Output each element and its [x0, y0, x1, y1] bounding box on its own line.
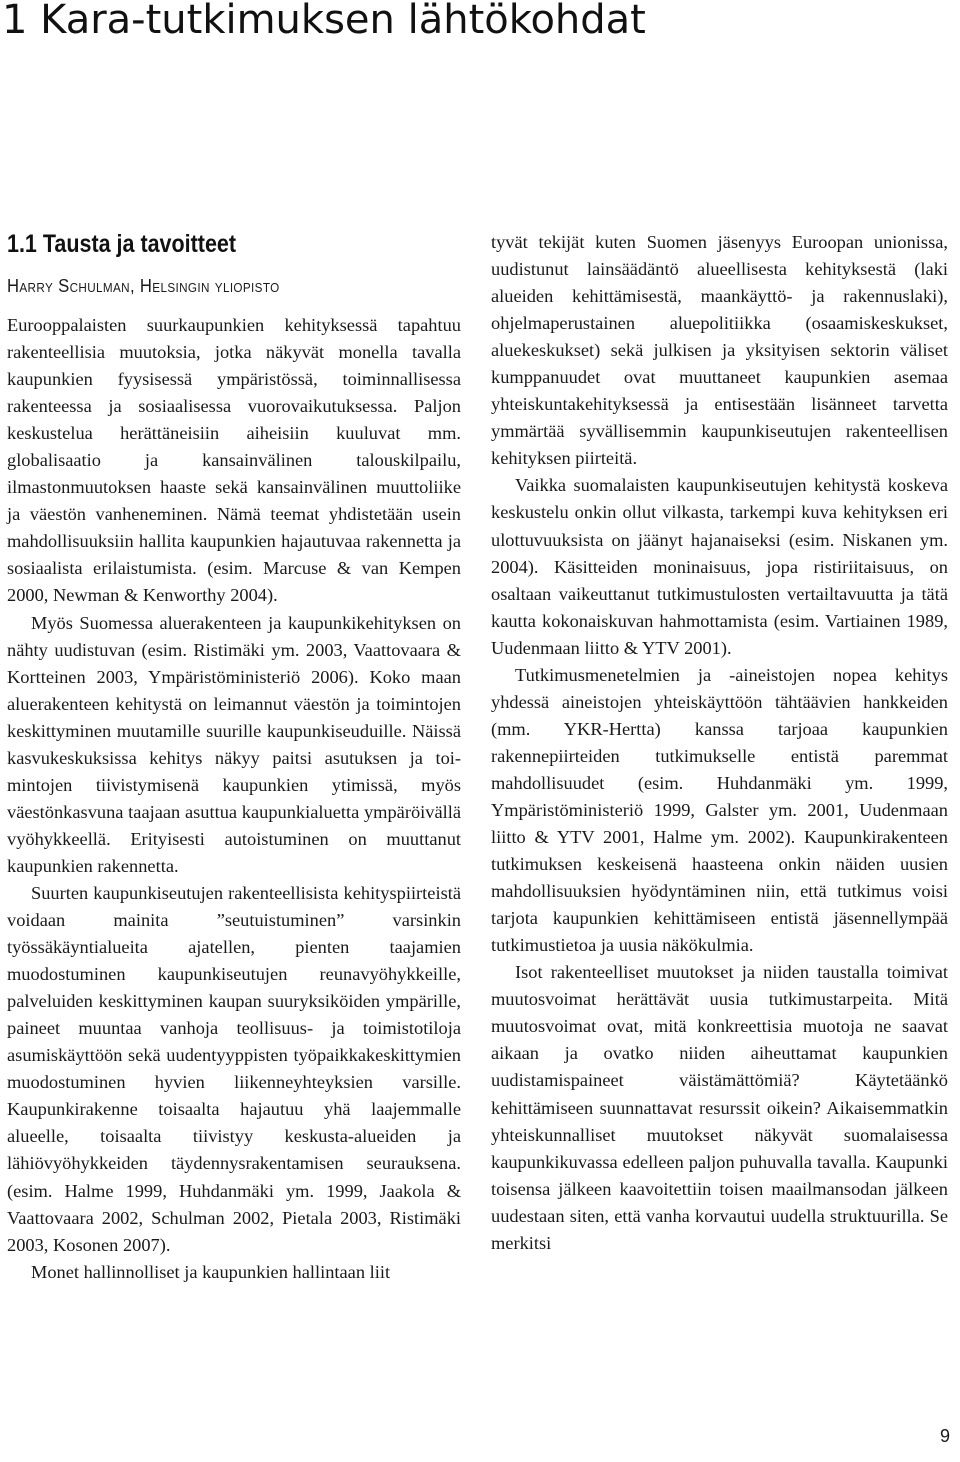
paragraph: Tutkimusmenetelmien ja -aineistojen nopea kehitys yhdessä aineistojen yhteiskäyttöön tähtäävien hankkeiden (mm. YKR-Hertta) kanssa tarjoaa kaupunkien rakennepiirteiden tutkimukselle entistä paremmat mahdollisuudet (esim. Huhdanmäki ym. 1999, Ympäristöministeriö 1999, Galster ym. 2001, Uudenmaan liitto & YTV 2001, Halme ym. 2002). Kaupunkirakenteen tutkimuksen keskeisenä haasteena onkin näiden uusien mahdollisuuksien hyödyntäminen niin, että tutkimus voisi tarjota kaupunkien kehittämiseen entistä jäsennellympää tutkimustietoa ja uusia näkökulmia. — [491, 664, 948, 956]
paragraph: tyvät tekijät kuten Suomen jäsenyys Euroopan unionissa, uudistunut lainsäädäntö alueellisesta kehityksestä (laki alueiden kehittämisestä, maankäyttö- ja rakennuslaki), ohjelmaperustainen aluepolitiikka (osaamiskeskukset, aluekeskukset) sekä julkisen ja yksityisen sektorin väliset kumppanuudet ovat muuttaneet kaupunkien asemaa yhteiskuntakehityksessä ja entisestään lisänneet tarvetta ymmärtää syvällisemmin kaupunkiseutujen rakenteellisen kehityksen piirteitä. — [491, 232, 948, 469]
paragraph: Suurten kaupunkiseutujen rakenteellisista kehityspiirteistä voidaan mainita ”seutuistuminen” varsinkin työssäkäyntialueita ajatellen, pienten taajamien muodostuminen kaupunkiseutujen reunavyöhykkeille, palveluiden keskittyminen kaupan suuryksiköiden ympärille, paineet muuntaa vanhoja teollisuus- ja toimistotiloja asumiskäyttöön sekä uudentyyppisten työpaikkakeskittymien muodostuminen hyvien liikenneyhteyksien varsille. Kaupunkirakenne toisaalta hajautuu yhä laajemmalle alueelle, toisaalta tiivistyy keskusta-alueiden ja lähiövyöhykkeiden täydennysrakentamisen seurauksena. (esim. Halme 1999, Huhdanmäki ym. 1999, Jaakola & Vaattovaara 2002, Schulman 2002, Pietala 2003, Ristimäki 2003, Kosonen 2007). — [7, 882, 461, 1255]
page-number: 9 — [939, 1426, 950, 1446]
author-line: Harry Schulman, Helsingin yliopisto — [7, 275, 280, 296]
paragraph: Eurooppalaisten suurkaupunkien kehityksessä tapahtuu rakenteellisia muutoksia, jotka näkyvät monella tavalla kaupunkien fyysisessä ympäristössä, toiminnallisessa rakenteessa ja sosiaalisessa vuorovaikutuksessa. Paljon keskustelua herättäneisiin aiheisiin kuuluvat mm. globalisaatio ja kansainvälinen talouskilpailu, ilmastonmuutoksen haaste sekä kansainvälinen muuttoliike ja väestön vanheneminen. Nämä teemat yhdistetään usein mahdollisuuksiin hallita kaupunkien hajautuvaa rakennetta ja sosiaalista erilaistumista. (esim. Marcuse & van Kempen 2000, Newman & Kenworthy 2004). — [7, 315, 461, 606]
paragraph: Vaikka suomalaisten kaupunkiseutujen kehitystä koskeva keskustelu onkin ollut vilkasta, tarkempi kuva kehityksen eri ulottuvuuksista on jäänyt hajanaiseksi (esim. Niskanen ym. 2004). Käsitteiden moninaisuus, jopa ristiriitaisuus, on osaltaan vaikeuttanut tutkimustulosten vertailtavuutta ja tätä kautta kokonaiskuvan hahmottamista (esim. Vartiainen 1989, Uudenmaan liitto & YTV 2001). — [491, 475, 948, 658]
paragraph: Myös Suomessa aluerakenteen ja kaupunkikehityksen on nähty uudistuvan (esim. Ristimäki ym. 2003, Vaattovaara & Kortteinen 2003, Ympäristöministeriö 2006). Koko maan aluerakenteen kehitystä on leimannut väestön ja toimintojen keskittyminen muutamille suurille kaupunkiseuduille. Näissä kasvukeskuksissa kehitys näkyy paitsi asutuksen ja toimintojen tiivistymisenä kaupunkien ytimissä, myös väestönkasvuna taajaan asuttua kaupunkialuetta ympäröivällä vyöhykkeellä. Erityisesti autoistuminen on muuttanut kaupunkien rakennetta. — [7, 612, 461, 876]
right-column — [491, 229, 948, 1257]
left-column — [7, 312, 461, 1286]
paragraph: Monet hallinnolliset ja kaupunkien hallintaan liit — [31, 1261, 391, 1282]
paragraph: Isot rakenteelliset muutokset ja niiden taustalla toimivat muutosvoimat herättävät uusia tutkimustarpeita. Mitä muutosvoimat ovat, mitä konkreettisia muotoja ne saavat aikaan ja ovatko niiden aiheuttamat kaupunkien uudistamispaineet väistämättömiä? Käytetäänkö kehittämiseen suunnattavat resurssit oikein? Aikaisemmatkin yhteiskunnalliset muutokset näkyvät suomalaisessa kaupunkikuvassa edelleen paljon puhuvalla tavalla. Kaupunki toisensa jälkeen kaavoitettiin toisen maailmansodan jälkeen uudestaan siten, että vanha korvautui uudella struktuurilla. Se merkitsi — [491, 962, 948, 1253]
chapter-title: 1 Kara-tutkimuksen lähtökohdat — [2, 0, 646, 43]
section-heading: 1.1 Tausta ja tavoitteet — [7, 230, 237, 258]
